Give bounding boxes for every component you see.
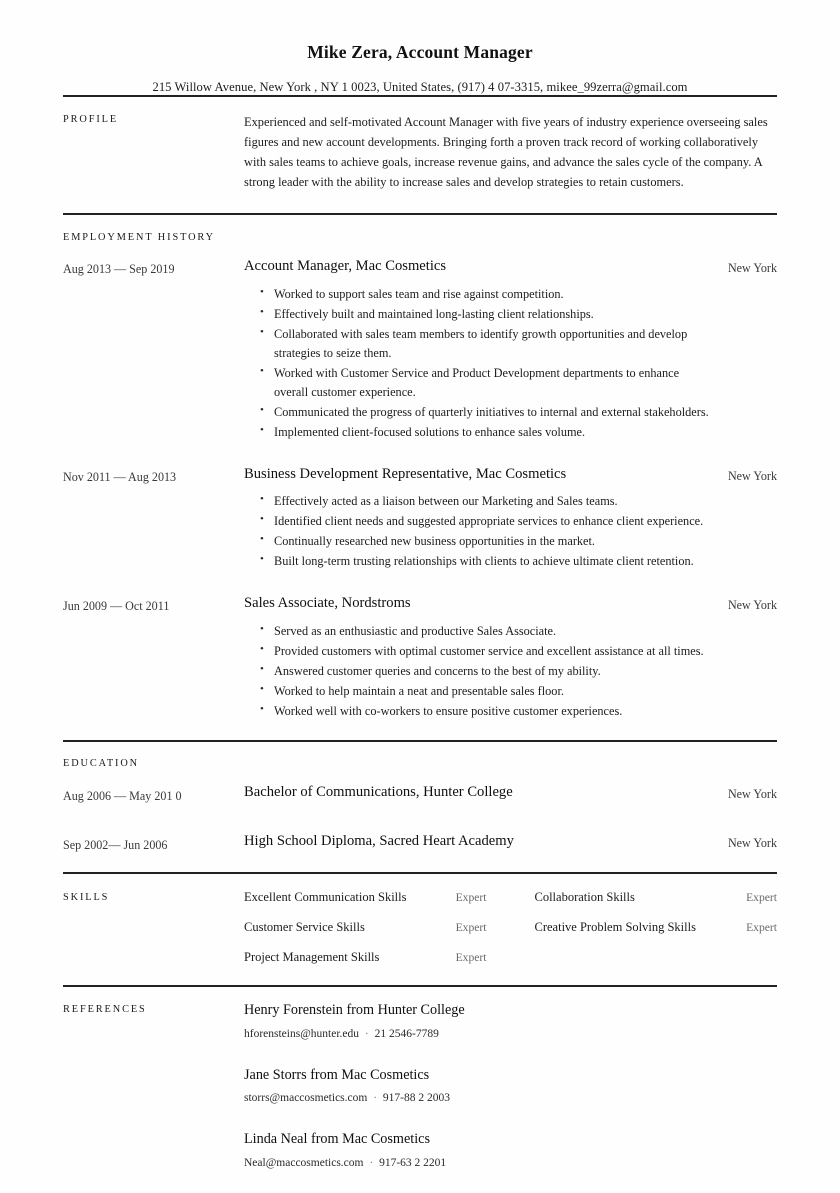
reference-email: hforensteins@hunter.edu — [244, 1027, 360, 1040]
reference-name: Jane Storrs from Mac Cosmetics — [244, 1066, 430, 1083]
entry-location: New York — [727, 598, 777, 613]
section-label-education: EDUCATION — [63, 757, 140, 769]
list-item: • Effectively acted as a liaison between our Marketing and Sales teams. — [260, 492, 714, 511]
skills-column — [244, 890, 487, 965]
reference-phone: 21 2546-7789 — [374, 1027, 439, 1040]
entry-bullets — [244, 492, 714, 571]
section-skills — [63, 872, 777, 985]
list-item: • Effectively built and maintained long-lasting client relationships. — [260, 305, 714, 324]
reference-name: Linda Neal from Mac Cosmetics — [244, 1131, 430, 1148]
employment-entry — [63, 257, 777, 443]
entry-dates: Jun 2009 — Oct 2011 — [63, 599, 170, 614]
skill-level: Expert — [455, 890, 487, 904]
profile-text: Experienced and self-motivated Account Manager with five years of industry experience overseeing sales figures and new account developments. Bringing forth a proven track record of working collaboratively with sales teams to achieve goals, increase revenue gains, and advance the sales cycle of the company. A strong leader with the ability to increase sales and develop strategies to retain customers. — [244, 115, 768, 190]
entry-dates: Sep 2002— Jun 2006 — [63, 837, 168, 852]
section-profile — [63, 95, 777, 213]
list-item: • Continually researched new business opportunities in the market. — [260, 532, 714, 551]
entry-title: Sales Associate, Nordstroms — [244, 595, 411, 612]
section-label-references: REFERENCES — [63, 1003, 147, 1015]
entry-dates: Aug 2006 — May 201 0 — [63, 788, 182, 803]
skill-level: Expert — [746, 920, 777, 934]
skill-level: Expert — [746, 890, 777, 904]
section-label-profile: PROFILE — [63, 114, 119, 125]
page-title: Mike Zera, Account Manager — [307, 42, 533, 62]
employment-entry — [63, 594, 777, 721]
section-label-skills: SKILLS — [63, 891, 110, 903]
reference-email: Neal@maccosmetics.com — [244, 1157, 364, 1170]
entry-dates: Nov 2011 — Aug 2013 — [63, 469, 177, 484]
entry-title: Business Development Representative, Mac Cosmetics — [244, 465, 567, 482]
reference-contact — [244, 1028, 777, 1040]
reference-phone: 917-63 2 2201 — [379, 1157, 447, 1170]
reference-entry — [244, 1002, 777, 1040]
entry-bullets — [244, 622, 714, 721]
list-item: • Identified client needs and suggested appropriate services to enhance client experience. — [260, 512, 714, 531]
skill-level: Expert — [455, 950, 487, 964]
contact-line: 215 Willow Avenue, New York , NY 1 0023, United States, (917) 4 07-3315, mikee_99zerra@gmail.com — [152, 80, 688, 94]
list-item: • Communicated the progress of quarterly initiatives to internal and external stakeholders. — [260, 403, 714, 422]
list-item: • Built long-term trusting relationships with clients to achieve ultimate client retention. — [260, 552, 714, 571]
entry-title: Bachelor of Communications, Hunter College — [244, 783, 513, 800]
section-label-employment: EMPLOYMENT HISTORY — [63, 232, 215, 244]
entry-location: New York — [727, 468, 777, 483]
skill-name: Collaboration Skills — [534, 889, 635, 904]
skills-column — [535, 890, 778, 965]
reference-contact — [244, 1092, 777, 1104]
skill-name: Creative Problem Solving Skills — [534, 919, 696, 934]
skill-name: Project Management Skills — [244, 949, 380, 964]
list-item: • Served as an enthusiastic and productive Sales Associate. — [260, 622, 714, 641]
list-item: • Worked well with co-workers to ensure positive customer experiences. — [260, 702, 714, 721]
list-item: • Answered customer queries and concerns to the best of my ability. — [260, 662, 714, 681]
entry-location: New York — [727, 786, 777, 801]
reference-separator: · — [369, 1157, 374, 1170]
section-education — [63, 740, 777, 872]
education-entry — [63, 832, 777, 853]
reference-phone: 917-88 2 2003 — [382, 1092, 451, 1105]
section-references — [63, 985, 777, 1193]
education-entry — [63, 783, 777, 804]
reference-email: storrs@maccosmetics.com — [244, 1092, 368, 1105]
entry-bullets — [244, 285, 714, 442]
reference-entry — [244, 1067, 777, 1105]
section-employment-history — [63, 213, 777, 740]
list-item: • Worked to support sales team and rise against competition. — [260, 285, 714, 304]
resume-header — [63, 0, 777, 95]
list-item: • Provided customers with optimal customer service and excellent assistance at all times. — [260, 642, 714, 661]
skill-row — [535, 890, 778, 905]
skill-row — [535, 920, 778, 935]
skill-level: Expert — [455, 920, 487, 934]
reference-separator: · — [364, 1027, 369, 1040]
reference-contact — [244, 1157, 777, 1169]
skill-row — [244, 920, 487, 935]
entry-location: New York — [727, 835, 777, 850]
reference-separator: · — [373, 1092, 378, 1105]
entry-dates: Aug 2013 — Sep 2019 — [63, 262, 175, 277]
skill-row — [244, 890, 487, 905]
list-item: • Worked to help maintain a neat and presentable sales floor. — [260, 682, 714, 701]
skill-row — [244, 950, 487, 965]
reference-name: Henry Forenstein from Hunter College — [244, 1001, 465, 1018]
skill-name: Customer Service Skills — [244, 919, 365, 934]
entry-title: High School Diploma, Sacred Heart Academy — [244, 832, 514, 849]
employment-entry — [63, 465, 777, 572]
entry-title: Account Manager, Mac Cosmetics — [244, 258, 447, 275]
reference-entry — [244, 1131, 777, 1169]
list-item: • Collaborated with sales team members to identify growth opportunities and develop strategies to seize them. — [260, 325, 714, 363]
list-item: • Worked with Customer Service and Product Development departments to enhance overall customer experience. — [260, 364, 714, 402]
skill-name: Excellent Communication Skills — [244, 889, 407, 904]
entry-location: New York — [727, 261, 777, 276]
list-item: • Implemented client-focused solutions to enhance sales volume. — [260, 423, 714, 442]
